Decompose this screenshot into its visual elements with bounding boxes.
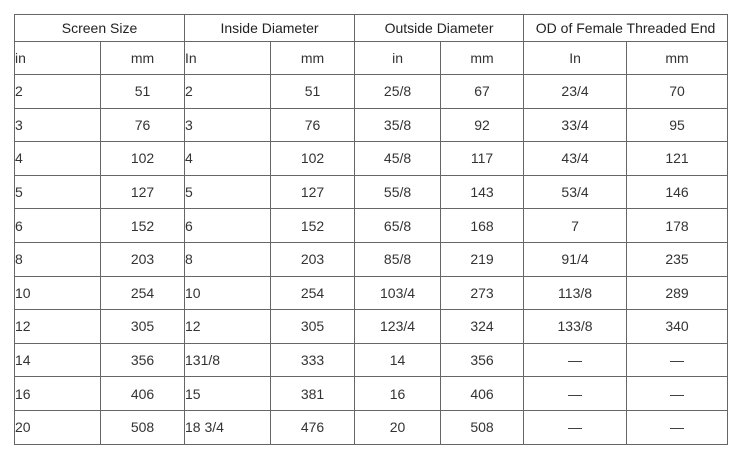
table-cell: 12 (185, 310, 271, 344)
table-cell: 20 (355, 410, 441, 444)
table-cell: 406 (101, 377, 185, 411)
table-cell: — (524, 410, 627, 444)
table-cell: 508 (441, 410, 524, 444)
table-cell: — (627, 410, 728, 444)
size-spec-table (14, 14, 728, 445)
table-cell: 121 (627, 142, 728, 176)
table-cell: 3 (15, 108, 101, 142)
table-cell: 20 (15, 410, 101, 444)
table-cell: 117 (441, 142, 524, 176)
table-cell: 55/8 (355, 175, 441, 209)
group-header-row (15, 15, 728, 42)
table-cell: 476 (271, 410, 355, 444)
table-cell: 67 (441, 75, 524, 109)
table-cell: 102 (101, 142, 185, 176)
table-cell: 2 (185, 75, 271, 109)
group-header-outside-diameter: Outside Diameter (355, 15, 524, 42)
table-row (15, 343, 728, 377)
table-row (15, 310, 728, 344)
unit-header-cell: in (15, 42, 101, 75)
table-cell: 254 (271, 276, 355, 310)
table-cell: 91/4 (524, 242, 627, 276)
unit-header-cell: mm (271, 42, 355, 75)
table-cell: 152 (271, 209, 355, 243)
table-cell: 235 (627, 242, 728, 276)
table-cell: 8 (15, 242, 101, 276)
table-cell: 340 (627, 310, 728, 344)
group-header-od-female-threaded-end: OD of Female Threaded End (524, 15, 728, 42)
table-cell: 113/8 (524, 276, 627, 310)
unit-header-cell: In (524, 42, 627, 75)
table-cell: 10 (185, 276, 271, 310)
table-cell: 43/4 (524, 142, 627, 176)
table-cell: — (524, 343, 627, 377)
table-cell: 406 (441, 377, 524, 411)
unit-header-cell: mm (627, 42, 728, 75)
table-cell: 85/8 (355, 242, 441, 276)
table-cell: 203 (101, 242, 185, 276)
table-cell: 4 (15, 142, 101, 176)
table-cell: 4 (185, 142, 271, 176)
table-cell: 8 (185, 242, 271, 276)
table-cell: 127 (101, 175, 185, 209)
table-row (15, 276, 728, 310)
group-header-screen-size: Screen Size (15, 15, 185, 42)
table-row (15, 142, 728, 176)
table-cell: 45/8 (355, 142, 441, 176)
table-cell: 35/8 (355, 108, 441, 142)
table-cell: — (524, 377, 627, 411)
unit-header-row (15, 42, 728, 75)
table-row (15, 75, 728, 109)
table-cell: — (627, 343, 728, 377)
table-cell: 7 (524, 209, 627, 243)
table-cell: 152 (101, 209, 185, 243)
table-cell: 123/4 (355, 310, 441, 344)
table-cell: — (627, 377, 728, 411)
table-cell: 53/4 (524, 175, 627, 209)
table-cell: 23/4 (524, 75, 627, 109)
unit-header-cell: in (355, 42, 441, 75)
unit-header-cell: In (185, 42, 271, 75)
table-cell: 219 (441, 242, 524, 276)
table-cell: 273 (441, 276, 524, 310)
table-cell: 356 (441, 343, 524, 377)
table-cell: 508 (101, 410, 185, 444)
table-cell: 14 (15, 343, 101, 377)
table-cell: 333 (271, 343, 355, 377)
table-cell: 102 (271, 142, 355, 176)
table-cell: 3 (185, 108, 271, 142)
table-cell: 16 (15, 377, 101, 411)
table-row (15, 377, 728, 411)
table-row (15, 209, 728, 243)
table-cell: 146 (627, 175, 728, 209)
unit-header-cell: mm (441, 42, 524, 75)
table-cell: 51 (101, 75, 185, 109)
table-cell: 6 (185, 209, 271, 243)
table-cell: 95 (627, 108, 728, 142)
table-cell: 12 (15, 310, 101, 344)
table-cell: 5 (15, 175, 101, 209)
table-cell: 356 (101, 343, 185, 377)
table-cell: 254 (101, 276, 185, 310)
table-cell: 5 (185, 175, 271, 209)
table-cell: 76 (101, 108, 185, 142)
table-row (15, 242, 728, 276)
table-cell: 6 (15, 209, 101, 243)
table-cell: 16 (355, 377, 441, 411)
table-cell: 289 (627, 276, 728, 310)
table-cell: 65/8 (355, 209, 441, 243)
table-cell: 103/4 (355, 276, 441, 310)
table-cell: 381 (271, 377, 355, 411)
table-row (15, 410, 728, 444)
table-cell: 305 (101, 310, 185, 344)
table-cell: 178 (627, 209, 728, 243)
table-cell: 18 3/4 (185, 410, 271, 444)
table-cell: 51 (271, 75, 355, 109)
table-cell: 203 (271, 242, 355, 276)
table-cell: 25/8 (355, 75, 441, 109)
table-cell: 131/8 (185, 343, 271, 377)
table-cell: 10 (15, 276, 101, 310)
table-cell: 133/8 (524, 310, 627, 344)
table-cell: 127 (271, 175, 355, 209)
table-cell: 324 (441, 310, 524, 344)
table-cell: 76 (271, 108, 355, 142)
table-cell: 15 (185, 377, 271, 411)
table-row (15, 108, 728, 142)
table-cell: 92 (441, 108, 524, 142)
table-cell: 168 (441, 209, 524, 243)
table-cell: 70 (627, 75, 728, 109)
unit-header-cell: mm (101, 42, 185, 75)
group-header-inside-diameter: Inside Diameter (185, 15, 355, 42)
table-cell: 33/4 (524, 108, 627, 142)
table-cell: 14 (355, 343, 441, 377)
table-cell: 305 (271, 310, 355, 344)
table-cell: 2 (15, 75, 101, 109)
table-row (15, 175, 728, 209)
table-cell: 143 (441, 175, 524, 209)
